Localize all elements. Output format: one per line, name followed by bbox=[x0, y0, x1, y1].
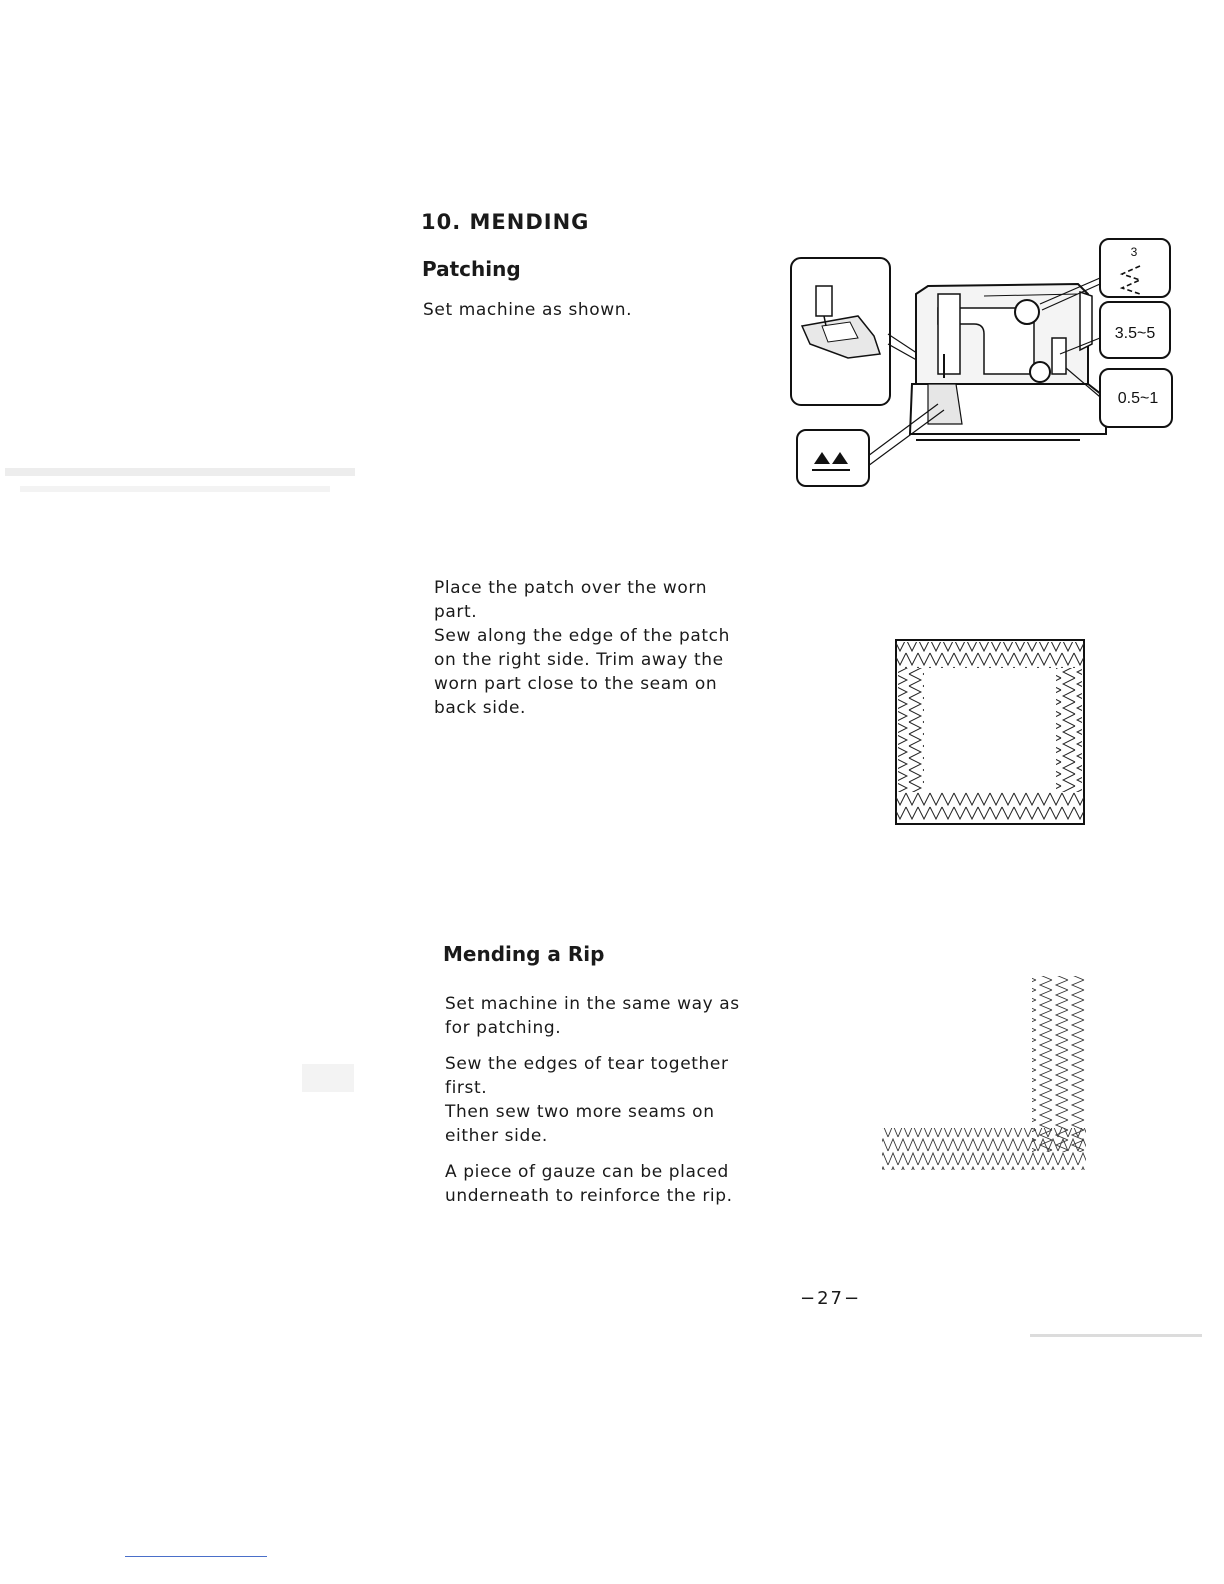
stitch-width-value: 3.5~5 bbox=[1114, 325, 1156, 342]
rip-step-1: Set machine in the same way as for patching. bbox=[445, 994, 740, 1038]
rip-step-3: Then sew two more seams on either side. bbox=[445, 1102, 715, 1146]
top-seam bbox=[896, 642, 1084, 656]
section-title: 10. MENDING bbox=[421, 210, 590, 234]
bottom-rule bbox=[125, 1556, 267, 1557]
patching-step-2: Sew along the edge of the patch on the right side. Trim away the worn part close to the seam on back side. bbox=[434, 626, 730, 718]
stitch-length-value: 0.5~1 bbox=[1117, 390, 1159, 407]
patch-stitch-diagram bbox=[894, 638, 1086, 828]
scan-noise-spot bbox=[302, 1064, 354, 1092]
patching-instructions bbox=[434, 576, 734, 720]
bottom-seam-inner bbox=[896, 792, 1084, 806]
stitch-pattern-box bbox=[1100, 239, 1170, 297]
bottom-seam bbox=[896, 806, 1084, 820]
rip-step-2: Sew the edges of tear together first. bbox=[445, 1054, 729, 1098]
horizontal-rip-seam-2 bbox=[882, 1142, 1086, 1156]
right-seam bbox=[1056, 668, 1082, 792]
stitch-length-box bbox=[1100, 369, 1172, 427]
stitch-width-box bbox=[1100, 302, 1170, 358]
sewing-machine-drawing bbox=[910, 284, 1106, 440]
rip-stitch-diagram bbox=[878, 970, 1092, 1184]
rip-heading: Mending a Rip bbox=[443, 942, 605, 966]
stitch-number-label: 3 bbox=[1130, 245, 1138, 259]
zigzag-foot-icon bbox=[791, 258, 890, 405]
patching-step-1: Place the patch over the worn part. bbox=[434, 578, 708, 622]
rip-instructions bbox=[445, 992, 750, 1208]
top-seam-inner bbox=[896, 656, 1084, 668]
left-seam bbox=[898, 668, 924, 792]
scan-noise-line bbox=[1030, 1334, 1202, 1337]
page-number: −27− bbox=[800, 1288, 862, 1309]
patching-intro: Set machine as shown. bbox=[423, 300, 633, 320]
feed-dog-box bbox=[797, 430, 869, 486]
machine-settings-figure bbox=[788, 234, 1180, 492]
horizontal-rip-seam-3 bbox=[882, 1156, 1086, 1170]
scan-noise-band-2 bbox=[20, 486, 330, 492]
horizontal-rip-seam-1 bbox=[882, 1128, 1086, 1142]
scan-noise-band bbox=[5, 468, 355, 476]
rip-step-4: A piece of gauze can be placed underneath to reinforce the rip. bbox=[445, 1162, 733, 1206]
vertical-rip-seams bbox=[1032, 976, 1086, 1152]
patching-heading: Patching bbox=[422, 257, 521, 281]
